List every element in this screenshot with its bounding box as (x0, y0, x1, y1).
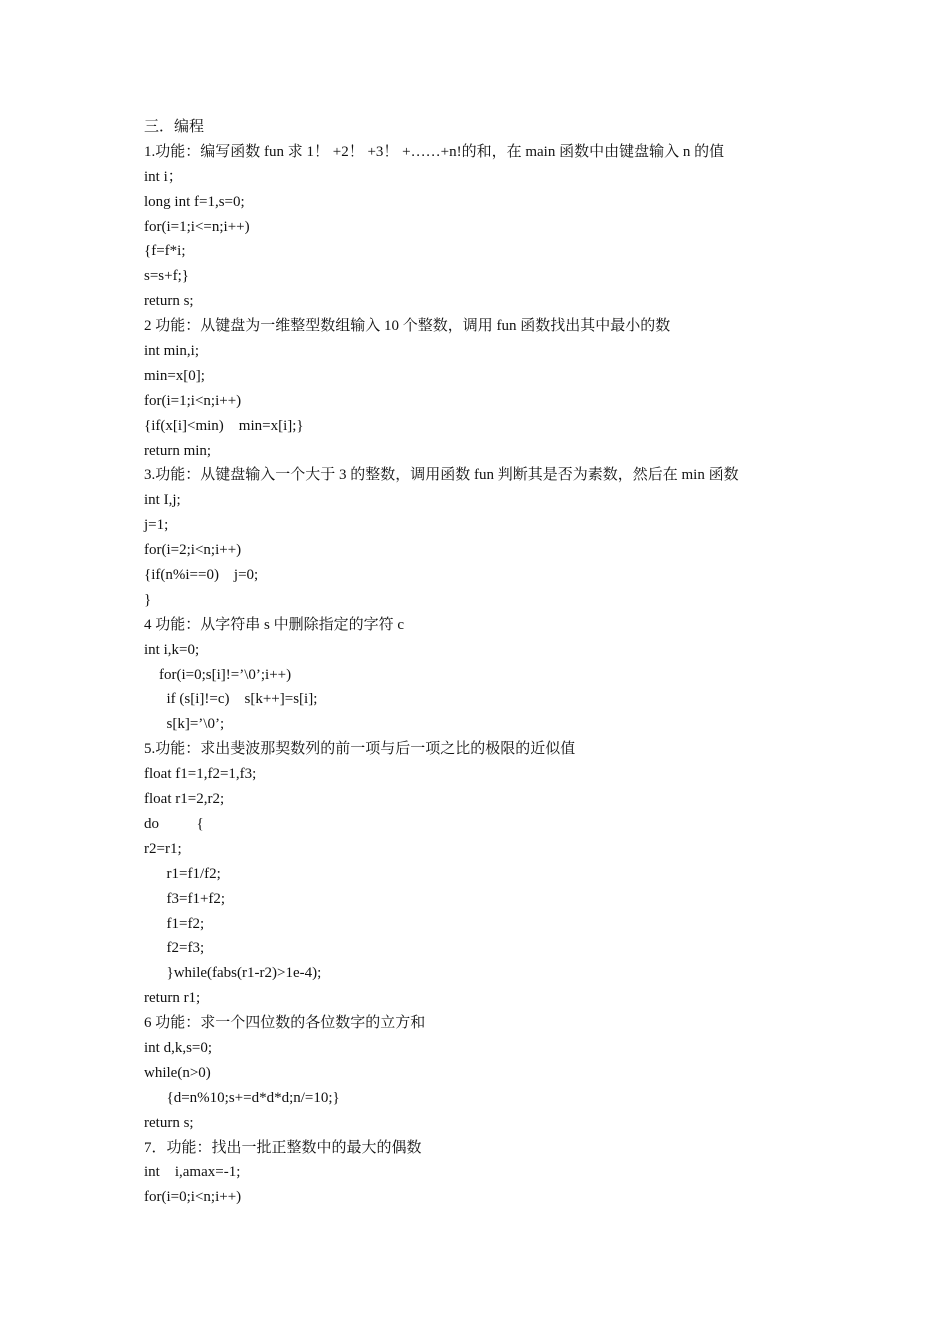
code-line: do { (144, 815, 204, 832)
code-line: {d=n%10;s+=d*d*d;n/=10;} (144, 1089, 340, 1106)
code-line: }while(fabs(r1-r2)>1e-4); (144, 965, 322, 982)
code-line: f1=f2; (144, 915, 205, 932)
code-line: int I,j; (144, 492, 181, 509)
code-line: r2=r1; (144, 840, 182, 857)
code-line: } (144, 591, 152, 608)
code-line: while(n>0) (144, 1064, 211, 1081)
code-line: {if(n%i==0) j=0; (144, 567, 259, 584)
section-heading: 三．编程 (144, 119, 205, 135)
document-body (144, 115, 844, 1210)
problem-1-title: 1.功能：编写函数 fun 求 1！ +2！ +3！ +……+n!的和，在 main 函数中由键盘输入 n 的值 (144, 143, 725, 160)
code-line: int i； (144, 168, 183, 185)
code-line: min=x[0]; (144, 367, 205, 384)
code-line: for(i=0;i<n;i++) (144, 1189, 242, 1206)
problem-7-title: 7．功能：找出一批正整数中的最大的偶数 (144, 1139, 422, 1156)
problem-6-title: 6 功能：求一个四位数的各位数字的立方和 (144, 1015, 426, 1032)
code-line: float f1=1,f2=1,f3; (144, 766, 257, 783)
code-line: s=s+f;} (144, 268, 189, 285)
code-line: int i,amax=-1; (144, 1164, 241, 1181)
code-line: {f=f*i; (144, 243, 186, 260)
code-line: float r1=2,r2; (144, 791, 225, 808)
code-line: int i,k=0; (144, 641, 200, 658)
code-line: int d,k,s=0; (144, 1039, 213, 1056)
code-line: return min; (144, 442, 212, 459)
code-line: j=1; (144, 517, 169, 534)
code-line: f3=f1+f2; (144, 890, 226, 907)
code-line: r1=f1/f2; (144, 865, 221, 882)
problem-5-title: 5.功能：求出斐波那契数列的前一项与后一项之比的极限的近似值 (144, 741, 576, 758)
code-line: {if(x[i]<min) min=x[i];} (144, 417, 304, 434)
code-line: if (s[i]!=c) s[k++]=s[i]; (144, 691, 318, 708)
code-line: return s; (144, 1114, 194, 1131)
code-line: for(i=2;i<n;i++) (144, 542, 242, 559)
code-line: f2=f3; (144, 940, 205, 957)
code-line: for(i=1;i<n;i++) (144, 392, 242, 409)
code-line: s[k]=’\0’; (144, 716, 225, 733)
problem-2-title: 2 功能：从键盘为一维整型数组输入 10 个整数，调用 fun 函数找出其中最小的数 (144, 318, 671, 335)
code-line: return s; (144, 293, 194, 310)
code-line: long int f=1,s=0; (144, 193, 245, 210)
code-line: for(i=1;i<=n;i++) (144, 218, 250, 235)
problem-4-title: 4 功能：从字符串 s 中删除指定的字符 c (144, 616, 404, 633)
problem-3-title: 3.功能：从键盘输入一个大于 3 的整数，调用函数 fun 判断其是否为素数，然后在 min 函数 (144, 467, 739, 484)
code-line: return r1; (144, 990, 201, 1007)
code-line: int min,i; (144, 343, 200, 360)
code-line: for(i=0;s[i]!=’\0’;i++) (144, 666, 292, 683)
